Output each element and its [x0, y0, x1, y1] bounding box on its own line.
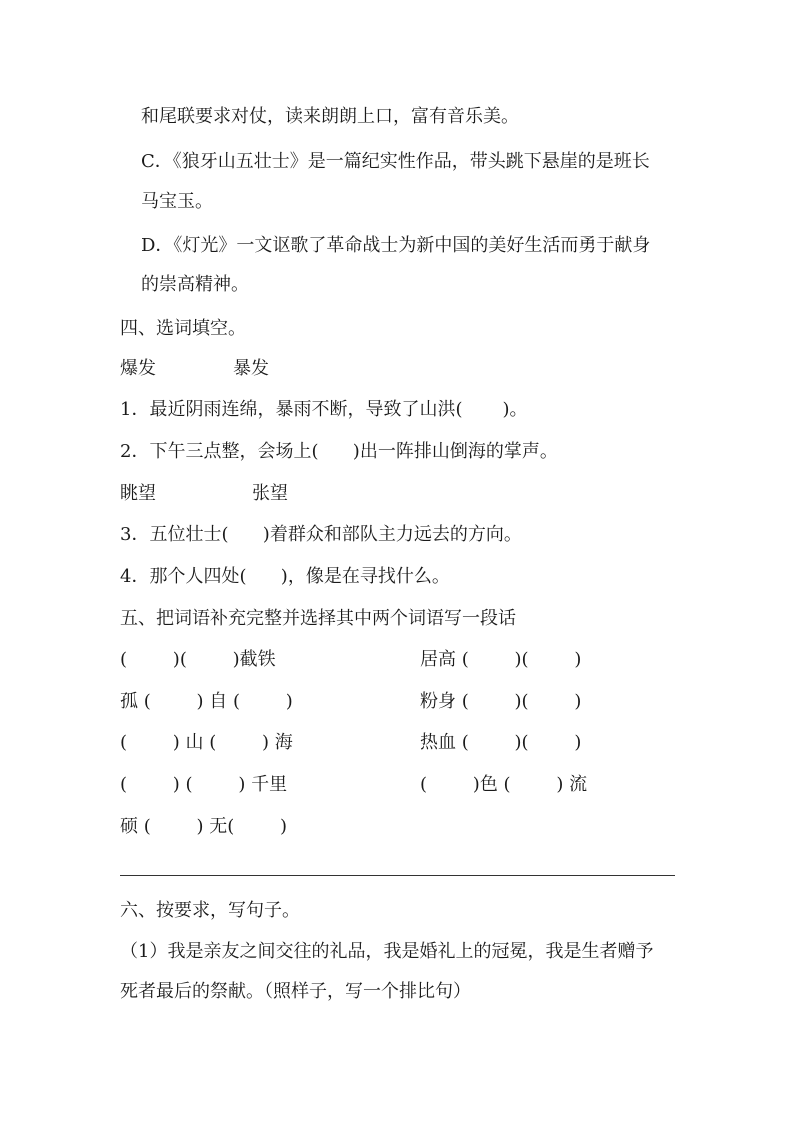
section6-q1-line1: （1）我是亲友之间交往的礼品，我是婚礼上的冠冕，我是生者赠予: [120, 941, 654, 962]
idiom-fill-left: ( )( )截铁: [120, 649, 276, 670]
option-b-continuation: 和尾联要求对仗，读来朗朗上口，富有音乐美。: [141, 106, 519, 127]
option-d-line2: 的崇高精神。: [141, 274, 249, 295]
idiom-fill-left: 硕 ( ) 无( ): [120, 816, 288, 837]
section4-title: 四、选词填空。: [120, 318, 246, 339]
question-4: 4．那个人四处( )，像是在寻找什么。: [120, 566, 450, 587]
idiom-fill-right: ( )色 ( ) 流: [420, 774, 588, 795]
idiom-fill-left: ( ) 山 ( ) 海: [120, 732, 293, 753]
word-wang-1: 眺望: [120, 483, 156, 504]
idiom-fill-right: 粉身 ( )( ): [420, 691, 582, 712]
section6-q1-line2: 死者最后的祭献。（照样子，写一个排比句）: [120, 981, 471, 1002]
word-baofa-1: 爆发: [120, 358, 156, 379]
section5-title: 五、把词语补充完整并选择其中两个词语写一段话: [120, 608, 516, 629]
word-wang-2: 张望: [252, 483, 288, 504]
section6-title: 六、按要求，写句子。: [120, 900, 300, 921]
idiom-fill-left: 孤 ( ) 自 ( ): [120, 691, 293, 712]
option-c-line2: 马宝玉。: [141, 191, 213, 212]
idiom-fill-right: 居高 ( )( ): [420, 649, 582, 670]
word-baofa-2: 暴发: [233, 358, 269, 379]
answer-line: [120, 875, 675, 876]
idiom-fill-right: 热血 ( )( ): [420, 732, 582, 753]
question-3: 3．五位壮士( )着群众和部队主力远去的方向。: [120, 524, 522, 545]
question-1: 1．最近阴雨连绵，暴雨不断，导致了山洪( )。: [120, 399, 528, 420]
question-2: 2．下午三点整，会场上( )出一阵排山倒海的掌声。: [120, 441, 558, 462]
option-c-line1: C．《狼牙山五壮士》是一篇纪实性作品，带头跳下悬崖的是班长: [141, 151, 650, 172]
option-d-line1: D．《灯光》一文讴歌了革命战士为新中国的美好生活而勇于献身: [141, 235, 651, 256]
idiom-fill-left: ( ) ( ) 千里: [120, 774, 288, 795]
